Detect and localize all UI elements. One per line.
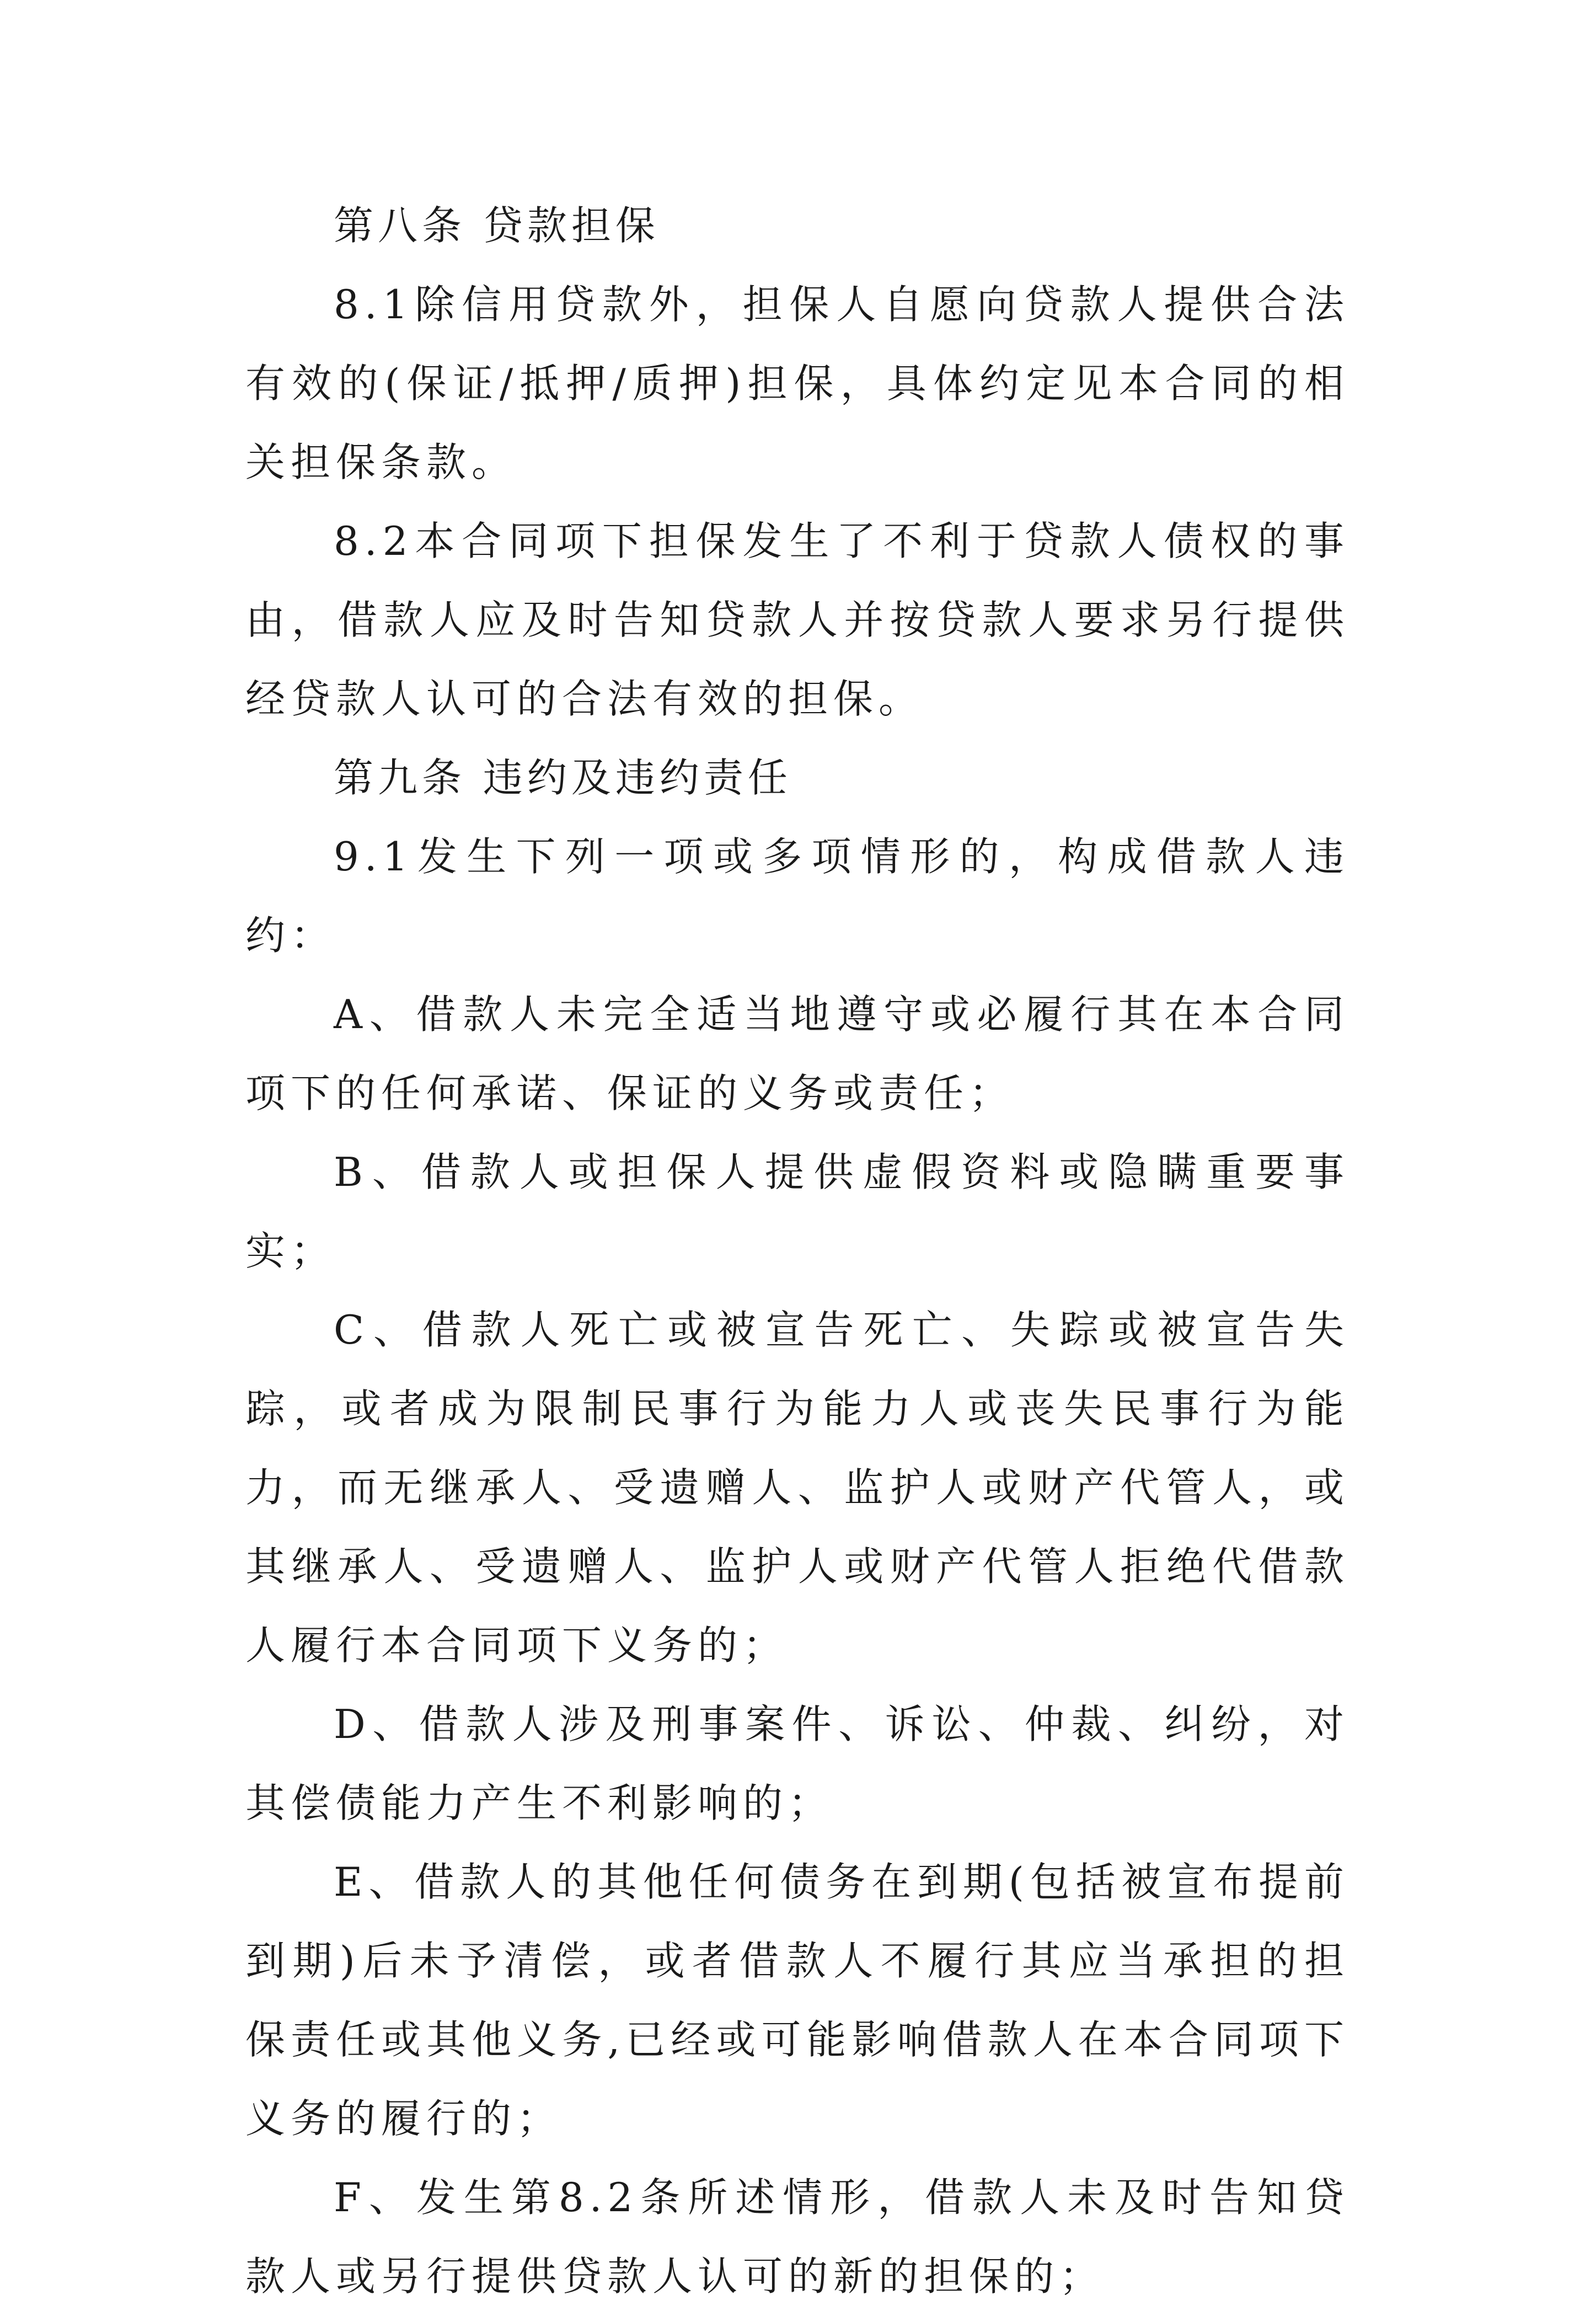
article-9-heading: 第九条 违约及违约责任 [334, 755, 792, 801]
article-8-heading: 第八条 贷款担保 [334, 202, 660, 249]
clause-9-1-b: B、借款人或担保人提供虚假资料或隐瞒重要事实； [245, 1149, 1349, 1274]
clause-8-2: 8.2本合同项下担保发生了不利于贷款人债权的事由，借款人应及时告知贷款人并按贷款人要求另行提供经贷款人认可的合法有效的担保。 [245, 518, 1349, 722]
clause-9-1-d: D、借款人涉及刑事案件、诉讼、仲裁、纠纷，对其偿债能力产生不利影响的； [245, 1701, 1349, 1826]
clause-9-1-a: A、借款人未完全适当地遵守或必履行其在本合同项下的任何承诺、保证的义务或责任； [245, 991, 1349, 1116]
document-body [245, 186, 1349, 2316]
clause-9-1-f: F、发生第8.2条所述情形，借款人未及时告知贷款人或另行提供贷款人认可的新的担保的； [245, 2174, 1349, 2299]
clause-9-1-e: E、借款人的其他任何债务在到期(包括被宣布提前到期)后未予清偿，或者借款人不履行其应当承担的担保责任或其他义务,已经或可能影响借款人在本合同项下义务的履行的； [245, 1859, 1349, 2142]
clause-8-1: 8.1除信用贷款外，担保人自愿向贷款人提供合法有效的(保证/抵押/质押)担保，具体约定见本合同的相关担保条款。 [245, 281, 1349, 485]
clause-9-1-c: C、借款人死亡或被宣告死亡、失踪或被宣告失踪，或者成为限制民事行为能力人或丧失民事行为能力，而无继承人、受遗赠人、监护人或财产代管人，或其继承人、受遗赠人、监护人或财产代管人拒绝代借款人履行本合同项下义务的； [245, 1307, 1349, 1668]
clause-9-1: 9.1发生下列一项或多项情形的，构成借款人违约： [245, 833, 1349, 959]
